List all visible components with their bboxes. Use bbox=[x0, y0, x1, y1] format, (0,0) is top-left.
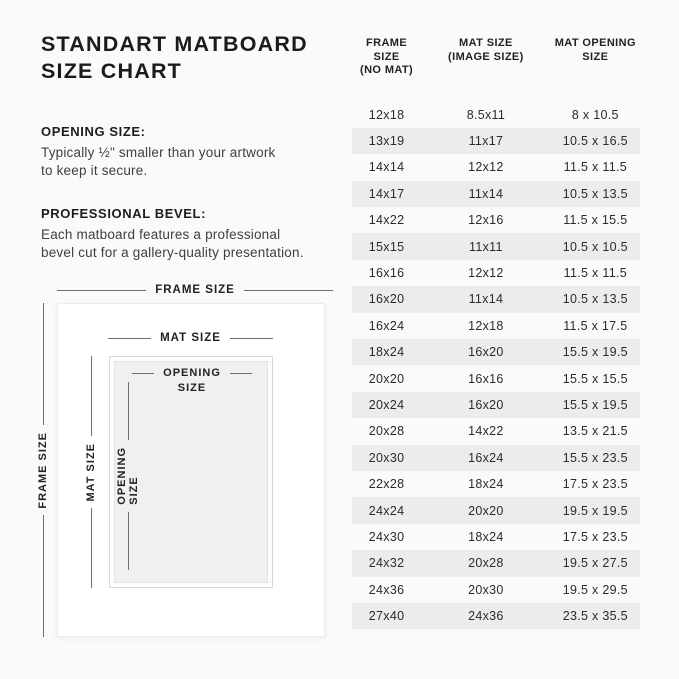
professional-bevel-body-line1: Each matboard features a professional bbox=[41, 227, 281, 242]
table-cell: 16x16 bbox=[468, 371, 504, 386]
table-cell: 13.5 x 21.5 bbox=[562, 424, 628, 439]
table-row bbox=[352, 207, 640, 233]
label-line bbox=[132, 373, 154, 374]
opening-size-body-line1: Typically ½" smaller than your artwork bbox=[41, 145, 276, 160]
header-frame-size: FRAME SIZE (NO MAT) bbox=[360, 37, 414, 76]
page-title-line1: STANDART MATBOARD bbox=[41, 32, 308, 56]
table-cell: 18x24 bbox=[368, 345, 405, 360]
page-title-line2: SIZE CHART bbox=[41, 59, 182, 83]
table-cell: 12x16 bbox=[468, 213, 504, 228]
table-cell: 22x28 bbox=[368, 477, 405, 492]
table-cell: 8 x 10.5 bbox=[571, 107, 619, 122]
frame-size-top-label bbox=[57, 284, 333, 296]
label-line bbox=[230, 338, 273, 339]
table-cell: 16x24 bbox=[368, 318, 405, 333]
table-cell: 11.5 x 17.5 bbox=[563, 318, 628, 333]
table-cell: 20x20 bbox=[468, 503, 504, 518]
mat-size-top-label bbox=[108, 332, 273, 344]
table-row bbox=[352, 471, 640, 497]
table-row bbox=[352, 418, 640, 444]
frame-size-vertical-label bbox=[36, 303, 50, 637]
size-table bbox=[352, 37, 640, 629]
table-cell: 11.5 x 15.5 bbox=[563, 213, 628, 228]
table-cell: 15.5 x 23.5 bbox=[562, 450, 628, 465]
table-cell: 16x20 bbox=[468, 397, 504, 412]
opening-size-section bbox=[41, 124, 331, 180]
table-cell: 16x20 bbox=[368, 292, 405, 307]
table-cell: 14x22 bbox=[468, 424, 504, 439]
info-sections bbox=[41, 124, 331, 262]
table-row bbox=[352, 339, 640, 365]
table-row bbox=[352, 128, 640, 154]
table-cell: 17.5 x 23.5 bbox=[562, 477, 628, 492]
frame-size-label-text: FRAME SIZE bbox=[155, 284, 235, 296]
table-cell: 15.5 x 15.5 bbox=[562, 371, 628, 386]
table-cell: 12x12 bbox=[468, 266, 504, 281]
label-line bbox=[91, 508, 92, 588]
table-cell: 13x19 bbox=[368, 134, 405, 149]
table-cell: 12x12 bbox=[468, 160, 504, 175]
table-cell: 11.5 x 11.5 bbox=[563, 266, 627, 281]
label-line bbox=[244, 290, 333, 291]
table-cell: 24x36 bbox=[468, 609, 504, 624]
frame-size-vertical-text: FRAME SIZE bbox=[37, 431, 49, 509]
table-cell: 24x32 bbox=[368, 556, 405, 571]
table-row bbox=[352, 603, 640, 629]
table-cell: 11x11 bbox=[469, 239, 503, 254]
table-row bbox=[352, 102, 640, 128]
table-cell: 24x30 bbox=[368, 529, 405, 544]
table-cell: 19.5 x 27.5 bbox=[562, 556, 628, 571]
table-cell: 11x14 bbox=[468, 186, 504, 201]
table-row bbox=[352, 260, 640, 286]
table-cell: 15x15 bbox=[368, 239, 405, 254]
table-row bbox=[352, 392, 640, 418]
table-cell: 20x30 bbox=[368, 450, 405, 465]
matboard-diagram bbox=[57, 303, 325, 637]
label-line bbox=[57, 290, 146, 291]
table-row bbox=[352, 181, 640, 207]
table-row bbox=[352, 154, 640, 180]
opening-size-top-label bbox=[132, 367, 252, 394]
opening-size-body bbox=[41, 144, 331, 180]
table-cell: 16x24 bbox=[468, 450, 504, 465]
opening-size-vertical-label bbox=[116, 382, 140, 570]
table-cell: 20x28 bbox=[468, 556, 504, 571]
label-line bbox=[43, 515, 44, 637]
table-cell: 14x17 bbox=[368, 186, 405, 201]
table-cell: 11x14 bbox=[468, 292, 504, 307]
table-cell: 10.5 x 13.5 bbox=[562, 186, 628, 201]
table-cell: 24x36 bbox=[368, 582, 405, 597]
mat-size-vertical-label bbox=[84, 356, 98, 588]
table-cell: 20x30 bbox=[468, 582, 504, 597]
opening-diagram-box bbox=[109, 356, 273, 588]
table-header-row bbox=[352, 37, 640, 78]
table-cell: 12x18 bbox=[468, 318, 504, 333]
table-cell: 16x20 bbox=[468, 345, 504, 360]
label-line bbox=[108, 338, 151, 339]
table-cell: 15.5 x 19.5 bbox=[562, 345, 628, 360]
label-line bbox=[230, 373, 252, 374]
professional-bevel-body-line2: bevel cut for a gallery-quality presentation. bbox=[41, 245, 304, 260]
table-cell: 11x17 bbox=[468, 134, 504, 149]
header-mat-opening-size: MAT OPENING SIZE bbox=[554, 37, 636, 63]
table-cell: 17.5 x 23.5 bbox=[562, 529, 628, 544]
table-cell: 19.5 x 19.5 bbox=[562, 503, 628, 518]
label-line bbox=[128, 382, 129, 440]
table-cell: 24x24 bbox=[368, 503, 405, 518]
table-cell: 27x40 bbox=[368, 609, 405, 624]
table-row bbox=[352, 233, 640, 259]
professional-bevel-section bbox=[41, 206, 331, 262]
label-line bbox=[43, 303, 44, 425]
opening-label-text-line2: SIZE bbox=[177, 382, 207, 394]
mat-size-label-text: MAT SIZE bbox=[160, 332, 221, 344]
table-cell: 23.5 x 35.5 bbox=[562, 609, 628, 624]
table-row bbox=[352, 524, 640, 550]
table-cell: 20x28 bbox=[368, 424, 405, 439]
table-row bbox=[352, 497, 640, 523]
mat-size-vertical-text: MAT SIZE bbox=[85, 442, 97, 502]
table-cell: 16x16 bbox=[368, 266, 405, 281]
table-row bbox=[352, 577, 640, 603]
table-row bbox=[352, 550, 640, 576]
label-line bbox=[91, 356, 92, 436]
opening-size-vertical-text: OPENING SIZE bbox=[116, 447, 140, 505]
table-cell: 19.5 x 29.5 bbox=[562, 582, 628, 597]
opening-label-text: OPENING bbox=[163, 367, 221, 379]
professional-bevel-body bbox=[41, 226, 331, 262]
table-cell: 14x22 bbox=[368, 213, 405, 228]
label-line bbox=[128, 512, 129, 570]
table-cell: 10.5 x 13.5 bbox=[562, 292, 628, 307]
opening-size-heading: OPENING SIZE: bbox=[41, 124, 146, 139]
table-cell: 10.5 x 16.5 bbox=[562, 134, 628, 149]
professional-bevel-heading: PROFESSIONAL BEVEL: bbox=[41, 206, 207, 221]
table-cell: 10.5 x 10.5 bbox=[562, 239, 628, 254]
table-row bbox=[352, 286, 640, 312]
table-cell: 18x24 bbox=[468, 477, 504, 492]
table-row bbox=[352, 313, 640, 339]
table-cell: 11.5 x 11.5 bbox=[563, 160, 627, 175]
table-cell: 15.5 x 19.5 bbox=[562, 397, 628, 412]
table-cell: 14x14 bbox=[368, 160, 405, 175]
header-mat-size: MAT SIZE (IMAGE SIZE) bbox=[448, 37, 524, 63]
opening-size-body-line2: to keep it secure. bbox=[41, 163, 148, 178]
table-row bbox=[352, 365, 640, 391]
table-cell: 20x24 bbox=[368, 397, 405, 412]
table-cell: 12x18 bbox=[368, 107, 405, 122]
page-title bbox=[41, 31, 308, 85]
table-cell: 8.5x11 bbox=[466, 107, 506, 122]
table-rows bbox=[352, 102, 640, 630]
table-row bbox=[352, 445, 640, 471]
table-cell: 20x20 bbox=[368, 371, 405, 386]
table-cell: 18x24 bbox=[468, 529, 504, 544]
